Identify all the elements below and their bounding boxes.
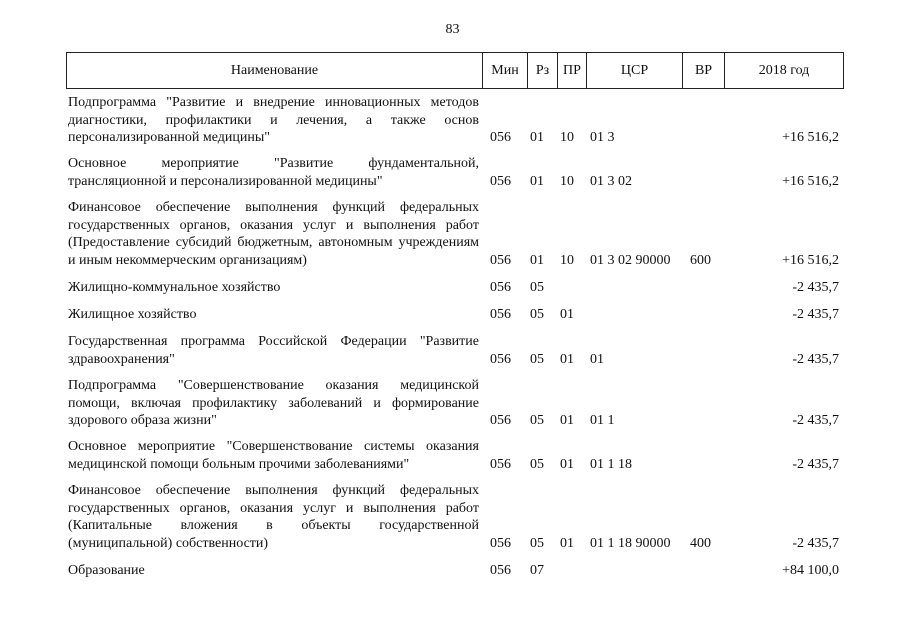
row-min: 056 [490, 535, 511, 551]
table-row [0, 482, 905, 562]
row-min: 056 [490, 280, 511, 295]
table-row [0, 279, 905, 306]
header-name: Наименование [67, 53, 483, 89]
row-name: Жилищно-коммунальное хозяйство [68, 280, 281, 295]
header-min: Мин [483, 53, 528, 89]
row-rz: 05 [530, 351, 544, 367]
row-csr: 01 3 [590, 130, 615, 145]
row-value: -2 435,7 [792, 280, 839, 295]
row-rz: 05 [530, 535, 544, 551]
row-value: -2 435,7 [792, 307, 839, 322]
row-min: 056 [490, 130, 511, 145]
row-pr: 10 [560, 252, 574, 268]
row-min: 056 [490, 413, 511, 428]
row-rz: 05 [530, 413, 544, 428]
row-csr: 01 1 18 [590, 456, 632, 472]
row-value: +16 516,2 [782, 173, 839, 189]
row-value: +84 100,0 [782, 563, 839, 578]
table-row [0, 438, 905, 482]
row-name: Жилищное хозяйство [68, 307, 197, 322]
row-min: 056 [490, 563, 511, 578]
row-csr: 01 [590, 351, 604, 367]
row-value: -2 435,7 [792, 351, 839, 367]
row-vr: 600 [690, 252, 711, 268]
row-pr: 01 [560, 456, 574, 472]
row-rz: 01 [530, 252, 544, 268]
row-rz: 01 [530, 173, 544, 189]
header-csr: ЦСР [587, 53, 683, 89]
row-value: -2 435,7 [792, 456, 839, 472]
row-min: 056 [490, 351, 511, 367]
row-pr: 01 [560, 413, 574, 428]
row-name: Государственная программа Российской Федерации "Развитие здравоохранения" [68, 334, 479, 367]
row-name: Основное мероприятие "Совершенствование системы оказания медицинской помощи больным прочими заболеваниями" [68, 439, 479, 472]
row-pr: 01 [560, 535, 574, 551]
row-pr: 10 [560, 173, 574, 189]
row-name: Образование [68, 563, 145, 578]
table-row [0, 377, 905, 438]
row-pr: 01 [560, 351, 574, 367]
header-row [67, 53, 844, 89]
row-csr: 01 3 02 90000 [590, 252, 671, 268]
row-rz: 05 [530, 307, 544, 322]
table-row [0, 562, 905, 589]
row-value: -2 435,7 [792, 535, 839, 551]
row-rz: 01 [530, 130, 544, 145]
table-row [0, 199, 905, 279]
header-pr: ПР [558, 53, 587, 89]
row-min: 056 [490, 173, 511, 189]
row-min: 056 [490, 252, 511, 268]
row-min: 056 [490, 307, 511, 322]
row-vr: 400 [690, 535, 711, 551]
row-csr: 01 1 [590, 413, 615, 428]
header-year: 2018 год [725, 53, 844, 89]
row-value: -2 435,7 [792, 413, 839, 428]
row-rz: 05 [530, 456, 544, 472]
row-name: Подпрограмма "Развитие и внедрение инновационных методов диагностики, профилактики и лечения, а также основ персонализированной медицины" [68, 95, 479, 145]
row-csr: 01 3 02 [590, 173, 632, 189]
row-value: +16 516,2 [782, 252, 839, 268]
row-name: Финансовое обеспечение выполнения функций федеральных государственных органов, оказания услуг и выполнения работ (Капитальные вложения в объекты государственной (муниципальной) собственности) [68, 483, 479, 551]
row-name: Финансовое обеспечение выполнения функций федеральных государственных органов, оказания услуг и выполнения работ (Предоставление субсидий бюджетным, автономным учреждениям и иным некоммерческим организациям) [68, 200, 479, 268]
table-row [0, 155, 905, 199]
table-row [0, 333, 905, 377]
row-csr: 01 1 18 90000 [590, 535, 671, 551]
row-name: Основное мероприятие "Развитие фундаментальной, трансляционной и персонализированной медицины" [68, 156, 479, 189]
row-min: 056 [490, 456, 511, 472]
table-body [0, 94, 905, 589]
row-rz: 07 [530, 563, 544, 578]
header-vr: ВР [683, 53, 725, 89]
row-pr: 10 [560, 130, 574, 145]
page-number: 83 [445, 22, 460, 37]
row-value: +16 516,2 [782, 130, 839, 145]
row-rz: 05 [530, 280, 544, 295]
table-header [66, 52, 844, 89]
header-rz: Рз [528, 53, 558, 89]
row-pr: 01 [560, 307, 574, 322]
table-row [0, 94, 905, 155]
row-name: Подпрограмма "Совершенствование оказания медицинской помощи, включая профилактику заболеваний и формирование здорового образа жизни" [68, 378, 479, 428]
table-row [0, 306, 905, 333]
